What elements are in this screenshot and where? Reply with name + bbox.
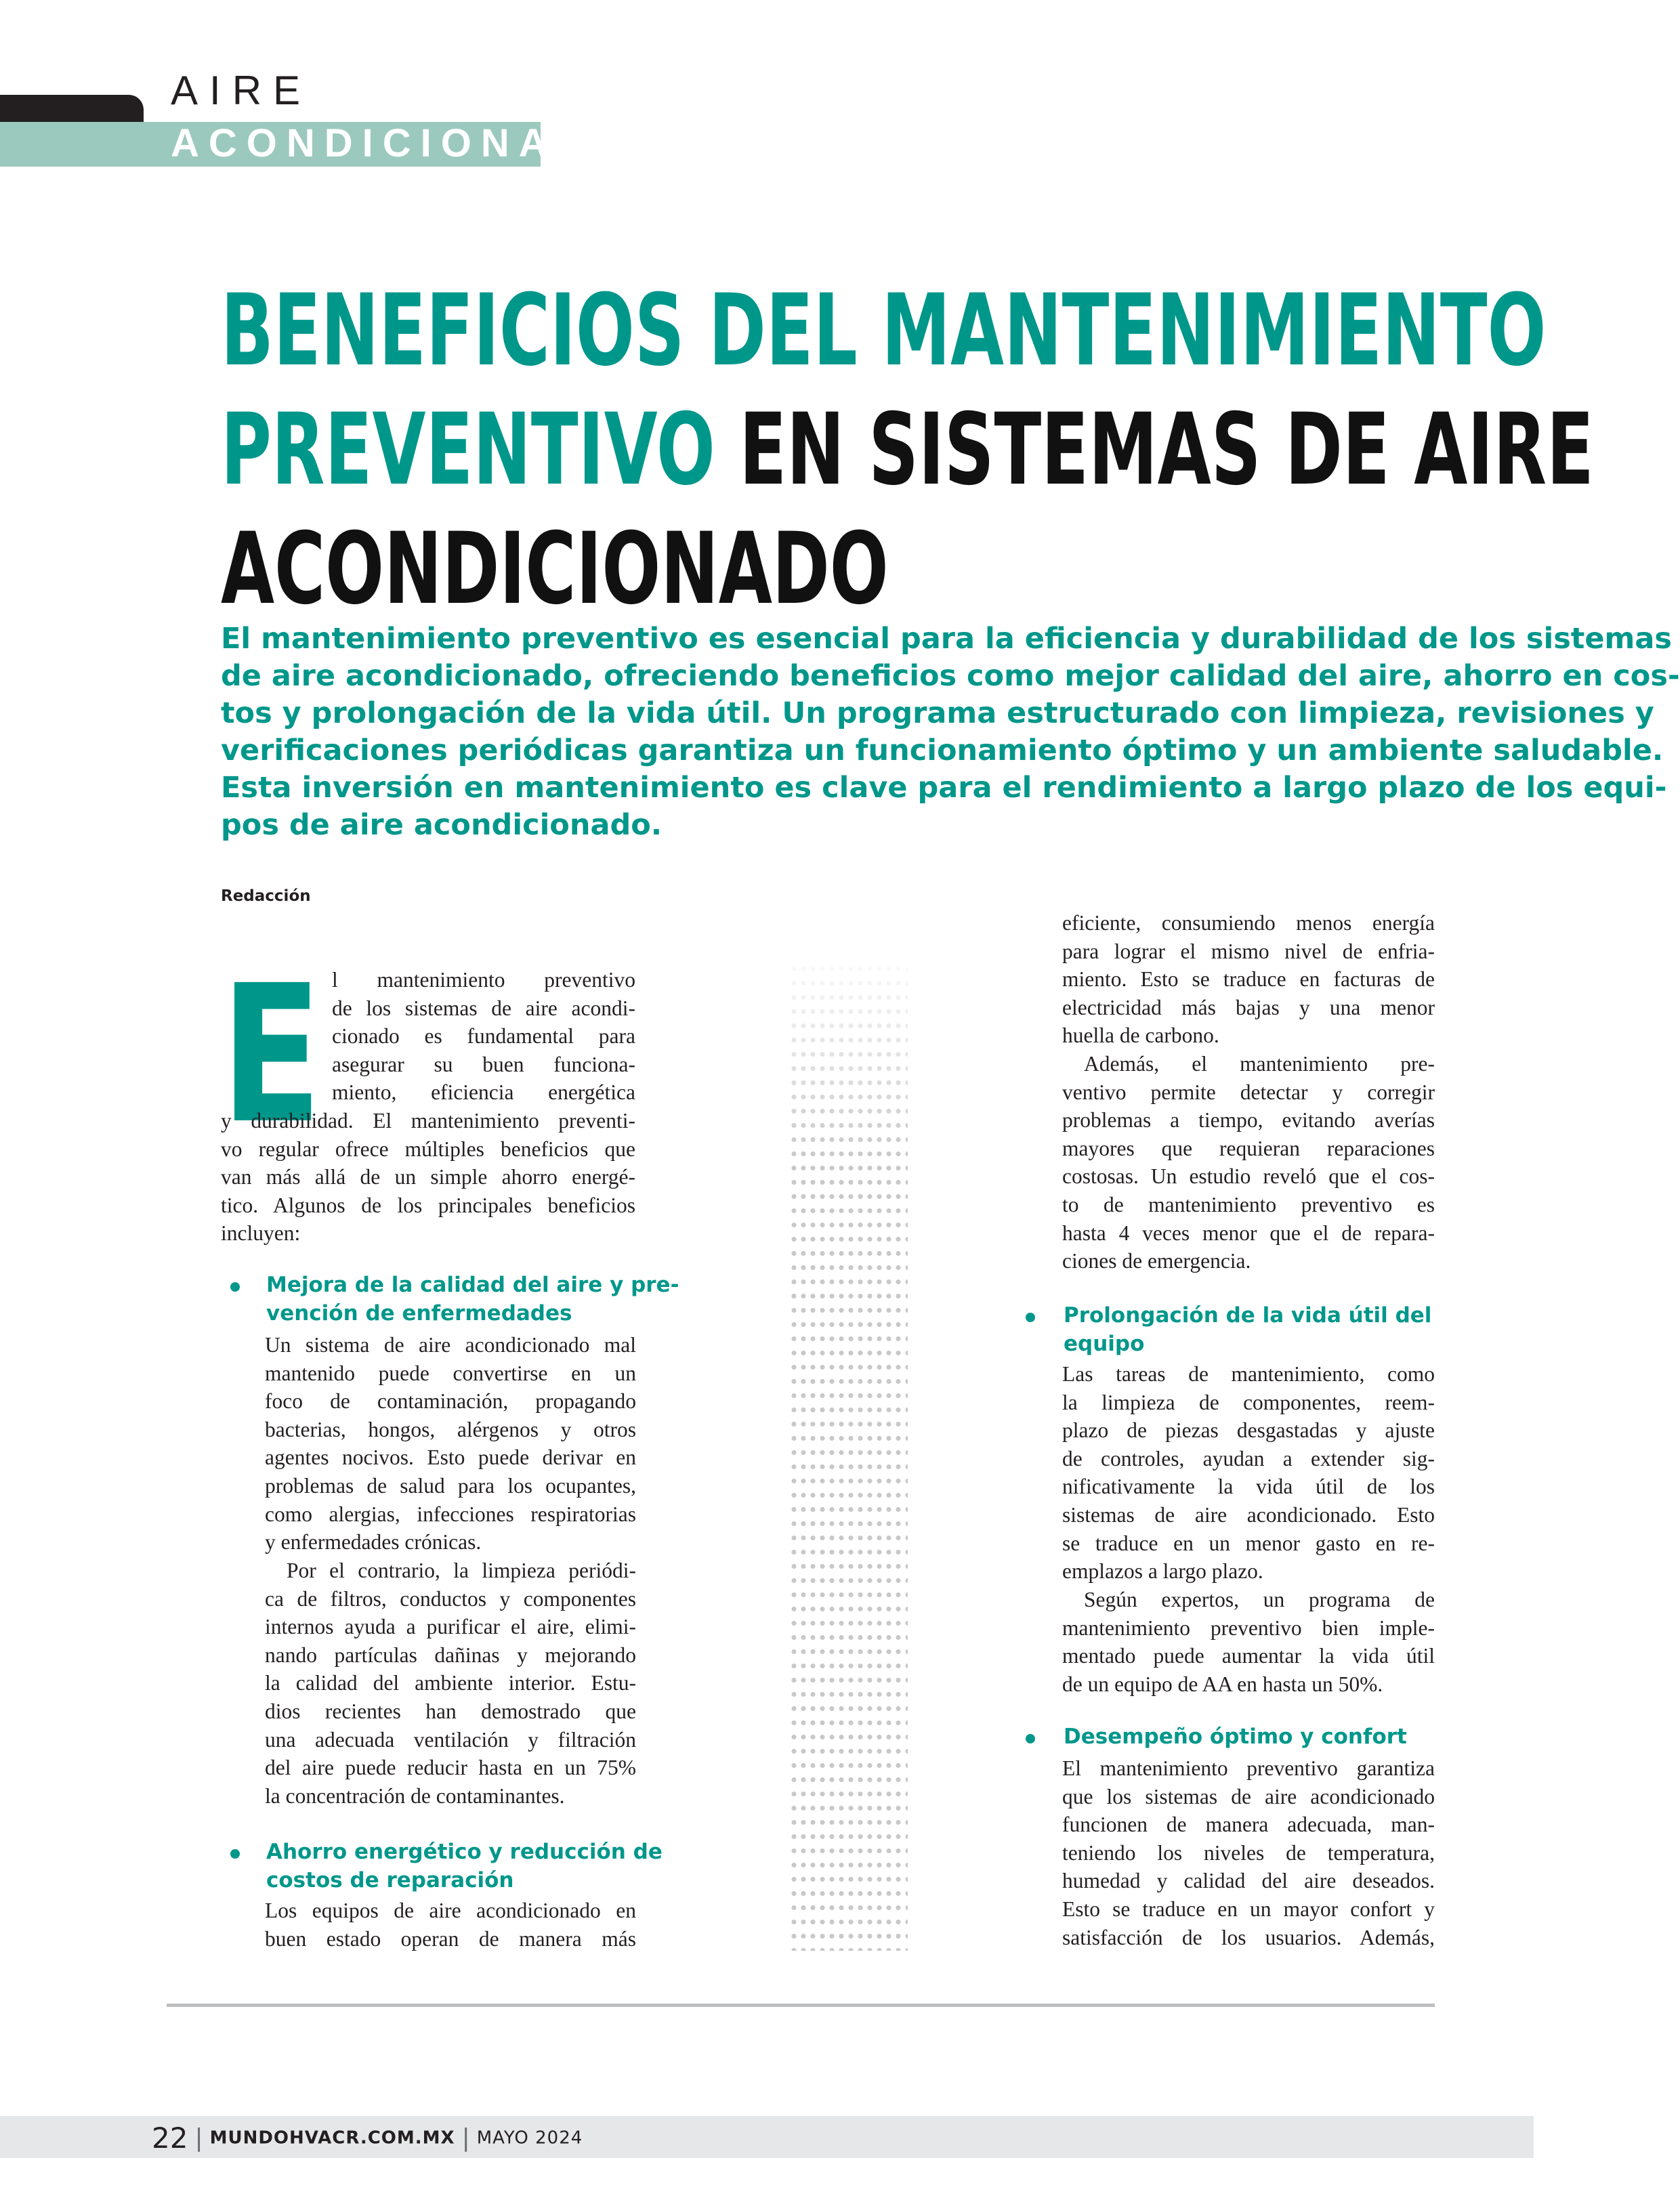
title-line-2-rest: EN SISTEMAS DE AIRE [715,392,1594,507]
body-line: se traduce en un menor gasto en re- [1062,1531,1435,1555]
body-line: la limpieza de componentes, reem- [1062,1390,1435,1414]
paragraph-vida-1 [1062,1360,1435,1586]
body-line: dios recientes han demostrado que [265,1699,636,1723]
body-line: internos ayuda a purificar el aire, elimi- [265,1615,636,1639]
footer-site: MUNDOHVACR.COM.MX [209,2128,455,2149]
paragraph-vida-2 [1062,1586,1435,1698]
body-line: van más allá de un simple ahorro energé- [221,1165,635,1189]
drop-cap: E [221,945,322,1166]
body-line: para lograr el mismo nivel de enfria- [1062,939,1435,963]
title-line-2 [221,390,1594,509]
body-line: mantenimiento preventivo bien imple- [1062,1615,1435,1640]
body-line: l mantenimiento preventivo [332,968,635,992]
body-line: mentado puede aumentar la vida útil [1062,1644,1435,1668]
page-footer [152,2121,583,2155]
heading-desempeno-confort [1064,1722,1436,1751]
body-line: de controles, ayudan a extender sig- [1062,1446,1435,1471]
section-label-line1: AIRE [171,68,312,113]
body-line: mayores que requieran reparaciones [1062,1136,1435,1160]
body-line: ventivo permite detectar y corregir [1062,1080,1435,1104]
body-line: problemas de salud para los ocupantes, [265,1473,636,1498]
byline: Redacción [221,887,311,905]
body-line: que los sistemas de aire acondicionado [1062,1784,1435,1808]
bullet-icon [230,1849,240,1859]
body-line: bacterias, hongos, alérgenos y otros [265,1417,636,1441]
body-line: eficiente, consumiendo menos energía [1062,911,1435,935]
body-line: huella de carbono. [1062,1023,1219,1048]
paragraph-calidad-2 [265,1557,636,1810]
body-line: la calidad del ambiente interior. Estu- [265,1671,636,1695]
lead-line: de aire acondicionado, ofreciendo beneficios como mejor calidad del aire, ahorro en cos- [221,659,1680,693]
heading-line: Desempeño óptimo y confort [1064,1725,1407,1749]
body-line: mantenido puede convertirse en un [265,1361,636,1385]
body-line: del aire puede reducir hasta en un 75% [265,1756,636,1780]
body-line: to de mantenimiento preventivo es [1062,1192,1435,1217]
body-line: como alergias, infecciones respiratorias [265,1502,636,1526]
body-line: foco de contaminación, propagando [265,1389,636,1414]
paragraph-ahorro-1 [265,1897,636,1953]
body-line: problemas a tiempo, evitando averías [1062,1108,1435,1133]
body-line: miento. Esto se traduce en facturas de [1062,967,1435,992]
body-line: Los equipos de aire acondicionado en [265,1899,636,1922]
heading-vida-util [1064,1301,1436,1358]
paragraph-confort-1 [1062,1754,1435,1951]
body-line: nando partículas dañinas y mejorando [265,1643,636,1667]
footer-date: MAYO 2024 [476,2128,583,2149]
body-line: ca de filtros, conductos y componentes [265,1586,636,1611]
bullet-icon [1026,1734,1035,1743]
body-line: y durabilidad. El mantenimiento preventi- [221,1109,635,1133]
heading-line: vención de enfermedades [266,1301,572,1326]
body-line: de un equipo de AA en hasta un 50%. [1062,1672,1383,1696]
intro-paragraph-indented [332,966,635,1107]
heading-calidad-aire [266,1271,679,1328]
body-line: hasta 4 veces menor que el de repara- [1062,1221,1435,1245]
lead-line: tos y prolongación de la vida útil. Un programa estructurado con limpieza, revisiones y [221,696,1654,730]
body-line: tico. Algunos de los principales beneficios [221,1193,635,1217]
body-line: una adecuada ventilación y filtración [265,1727,636,1752]
body-line: la concentración de contaminantes. [265,1783,565,1808]
bullet-icon [230,1282,240,1292]
body-line: agentes nocivos. Esto puede derivar en [265,1445,636,1470]
heading-line: equipo [1064,1332,1145,1356]
heading-line: Prolongación de la vida útil del [1064,1303,1432,1328]
section-label-line2: ACONDICIONADO [171,121,635,165]
title-line-1: BENEFICIOS DEL MANTENIMIENTO [221,273,1547,388]
title-highlight: PREVENTIVO [221,392,715,507]
lead-line: verificaciones periódicas garantiza un funcionamiento óptimo y un ambiente saludable. [221,734,1664,767]
body-line: El mantenimiento preventivo garantiza [1062,1756,1435,1780]
lead-line: Esta inversión en mantenimiento es clave para el rendimiento a largo plazo de los equi- [221,771,1667,805]
paragraph-ahorro-1-continued [1062,909,1435,1050]
body-line: costosas. Un estudio reveló que el cos- [1062,1164,1435,1189]
bullet-icon [1026,1313,1035,1322]
body-line: nificativamente la vida útil de los [1062,1475,1435,1499]
article-title [221,271,1594,629]
body-line: emplazos a largo plazo. [1062,1559,1263,1584]
lead-line: pos de aire acondicionado. [221,808,663,842]
body-line: electricidad más bajas y una menor [1062,995,1435,1019]
body-line: miento, eficiencia energética [332,1080,635,1105]
paragraph-calidad-1 [265,1331,636,1557]
footer-separator: | [461,2124,470,2152]
heading-line: Mejora de la calidad del aire y pre- [266,1273,679,1297]
body-line: funcionen de manera adecuada, man- [1062,1813,1435,1837]
body-line: Por el contrario, la limpieza periódi- [287,1559,636,1582]
paragraph-ahorro-2 [1062,1050,1435,1275]
body-line: Las tareas de mantenimiento, como [1062,1362,1435,1386]
body-line: cionado es fundamental para [332,1024,635,1049]
footer-separator: | [194,2124,203,2152]
body-line: plazo de piezas desgastadas y ajuste [1062,1418,1435,1443]
body-line: asegurar su buen funciona- [332,1052,635,1076]
body-line: vo regular ofrece múltiples beneficios que [221,1137,635,1161]
intro-paragraph [221,1107,635,1248]
lead-line: El mantenimiento preventivo es esencial para la eficiencia y durabilidad de los sistemas [221,622,1672,656]
body-line: incluyen: [221,1221,301,1246]
page-number: 22 [152,2121,188,2155]
title-line-3: ACONDICIONADO [221,511,889,627]
body-line: Un sistema de aire acondicionado mal [265,1333,636,1357]
body-line: de los sistemas de aire acondi- [332,996,635,1020]
body-line: satisfacción de los usuarios. Además, [1062,1925,1435,1949]
body-line: teniendo los niveles de temperatura, [1062,1840,1435,1865]
page-bottom-rule [167,2004,1435,2007]
dot-pattern-fade [786,955,911,1158]
body-line: Según expertos, un programa de [1084,1588,1435,1611]
body-line: buen estado operan de manera más [265,1926,636,1951]
heading-line: costos de reparación [266,1868,514,1892]
heading-line: Ahorro energético y reducción de [266,1840,663,1864]
body-line: ciones de emergencia. [1062,1249,1251,1273]
body-line: sistemas de aire acondicionado. Esto [1062,1502,1435,1527]
body-line: Esto se traduce en un mayor confort y [1062,1897,1435,1921]
article-lead [221,620,1680,844]
heading-ahorro-energetico [266,1838,663,1895]
body-line: Además, el mantenimiento pre- [1084,1052,1435,1076]
body-line: y enfermedades crónicas. [265,1530,482,1554]
body-line: humedad y calidad del aire deseados. [1062,1869,1435,1893]
